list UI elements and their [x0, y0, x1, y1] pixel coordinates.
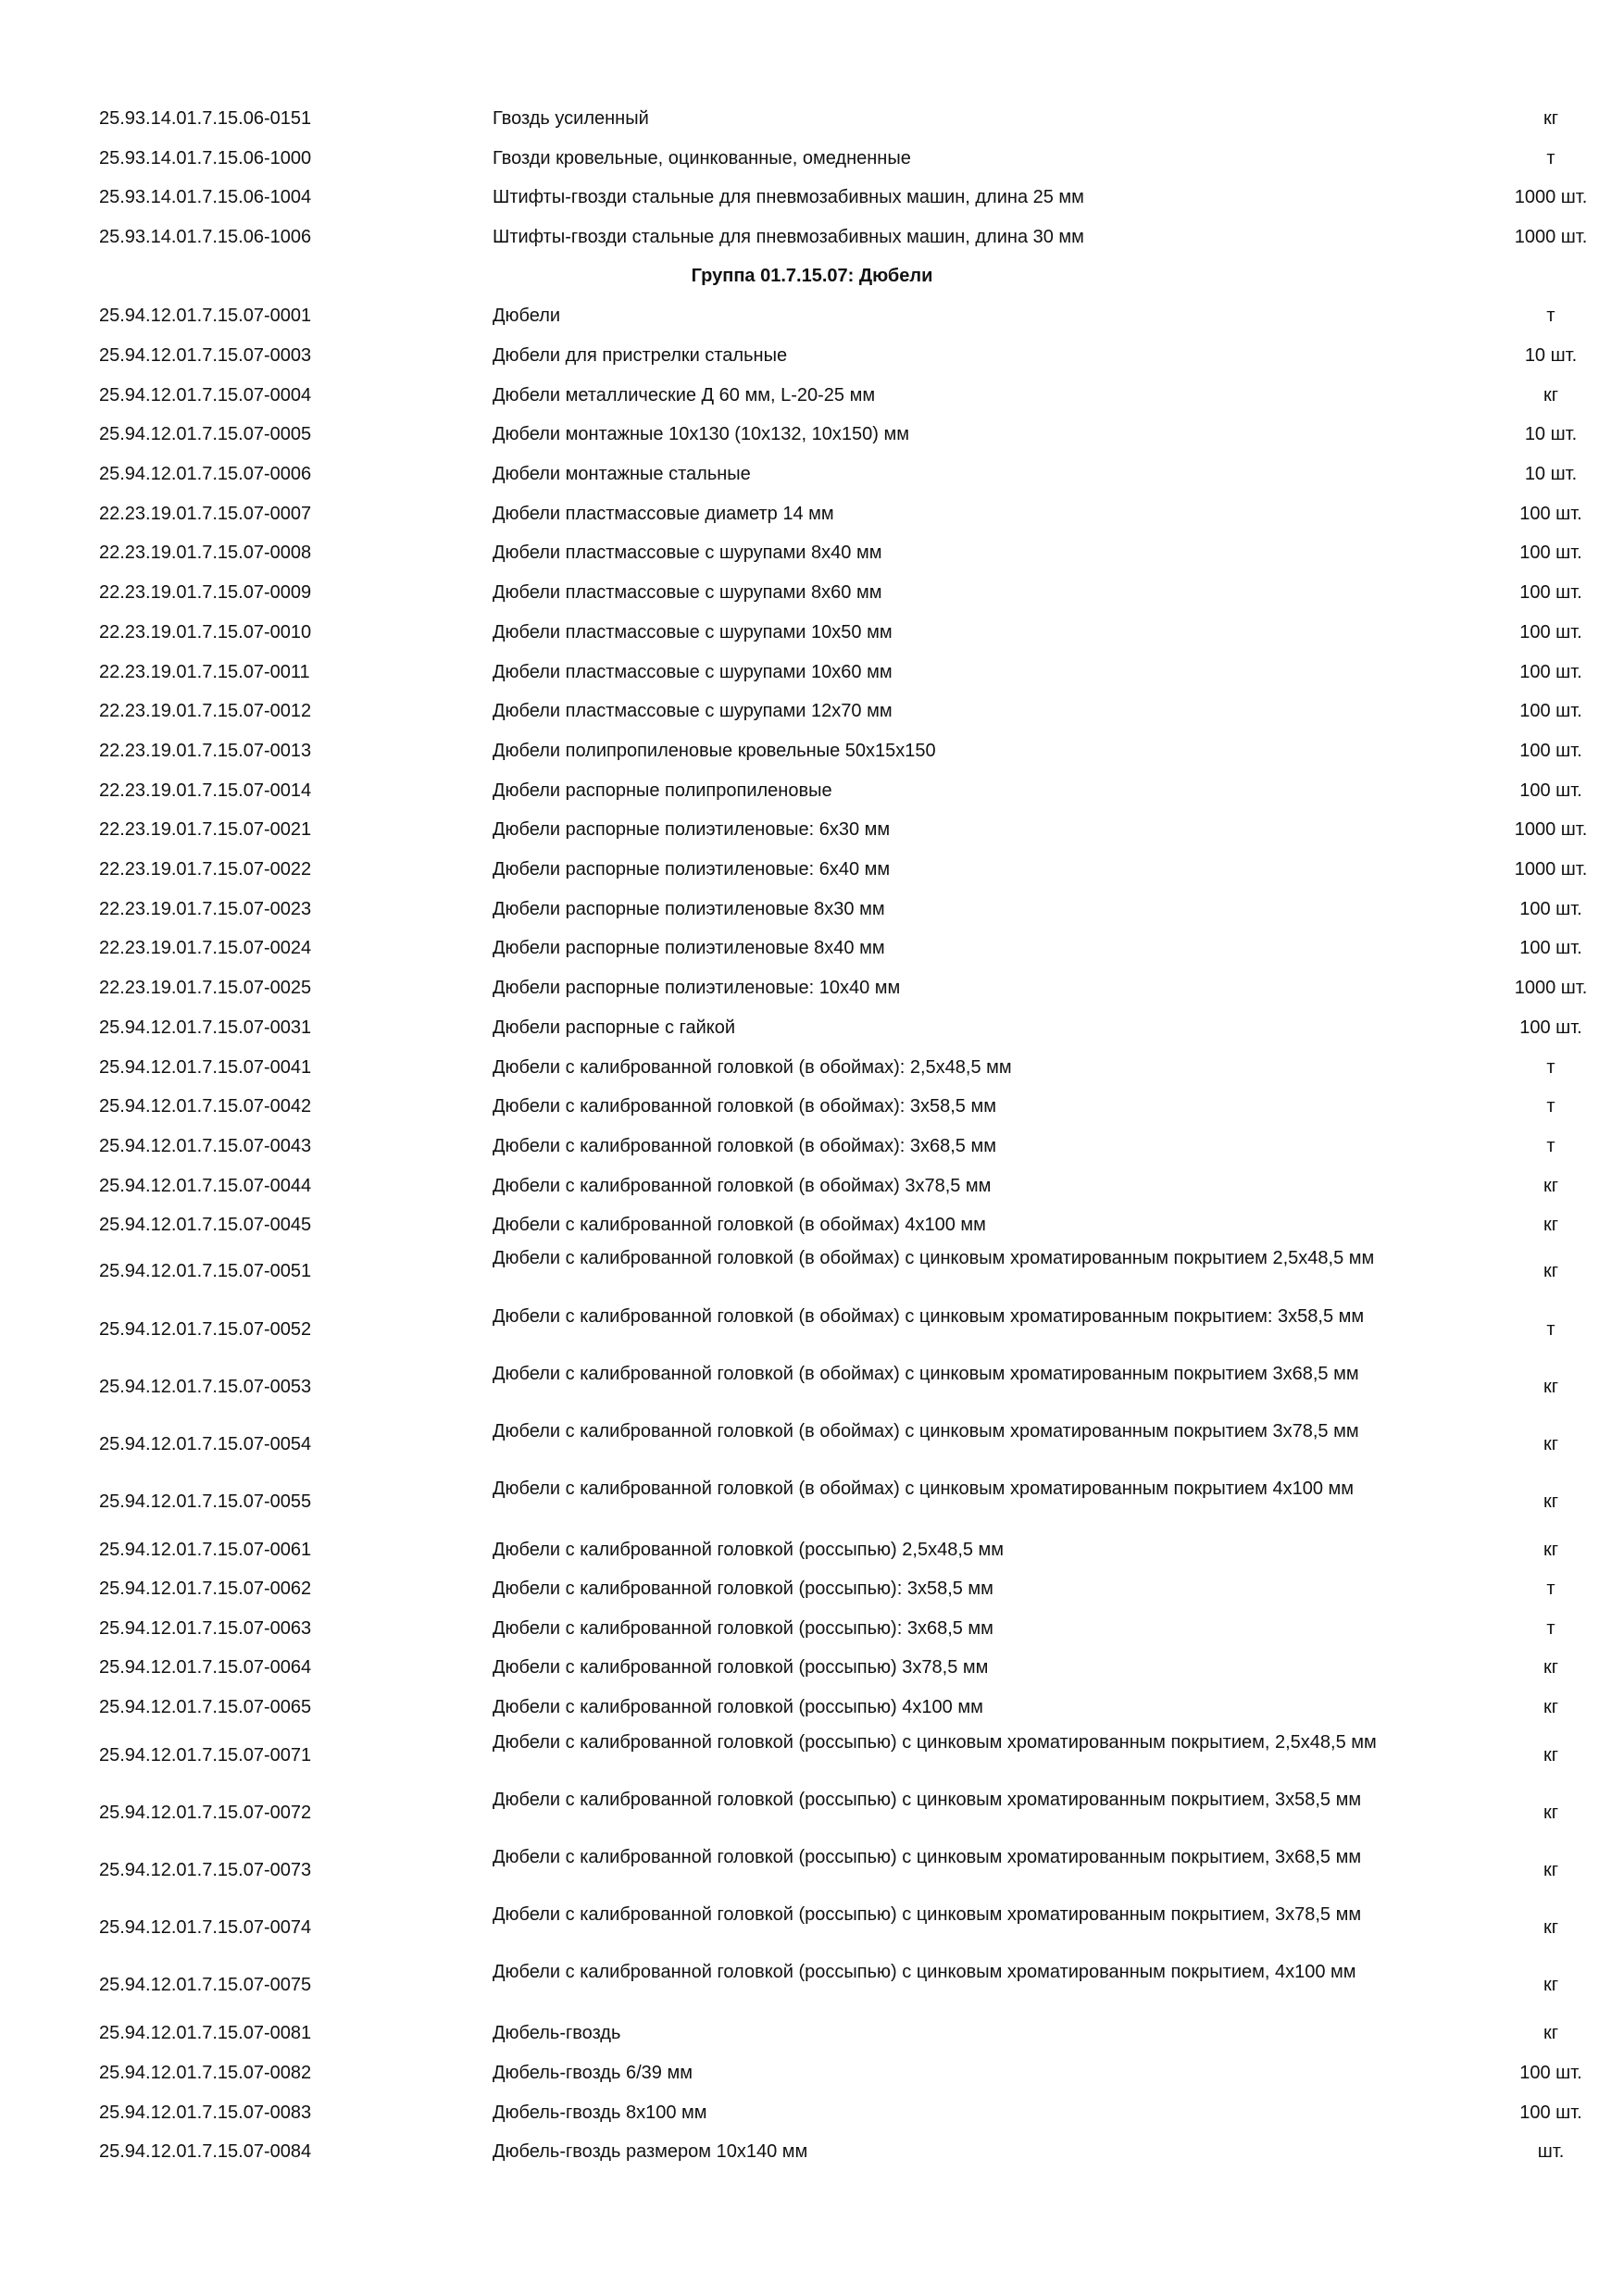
- resource-name: Дюбели для пристрелки стальные: [493, 345, 788, 366]
- resource-code: 25.94.12.01.7.15.07-0053: [99, 1377, 312, 1397]
- resource-name: Дюбели с калиброванной головкой (россыпью) 2,5x48,5 мм: [493, 1540, 1005, 1560]
- resource-code: 25.93.14.01.7.15.06-0151: [99, 108, 312, 129]
- resource-name: Дюбели с калиброванной головкой (россыпью) с цинковым хроматированным покрытием, 2,5x48,5 мм: [493, 1732, 1377, 1753]
- resource-name: Дюбели пластмассовые с шурупами 8x60 мм: [493, 582, 882, 603]
- resource-name: Дюбели с калиброванной головкой (в обоймах) 3x78,5 мм: [493, 1176, 992, 1196]
- resource-code: 22.23.19.01.7.15.07-0013: [99, 741, 312, 761]
- resource-name: Дюбели распорные полиэтиленовые: 6x40 мм: [493, 859, 891, 880]
- resource-code: 25.94.12.01.7.15.07-0005: [99, 424, 312, 444]
- unit-of-measure: кг: [1543, 1657, 1559, 1678]
- resource-name: Дюбели с калиброванной головкой (в обоймах) с цинковым хроматированным покрытием 3x78,5 мм: [493, 1421, 1359, 1441]
- unit-of-measure: кг: [1543, 1261, 1559, 1281]
- unit-of-measure: кг: [1543, 1803, 1559, 1823]
- resource-code: 22.23.19.01.7.15.07-0009: [99, 582, 312, 603]
- resource-code: 25.94.12.01.7.15.07-0051: [99, 1261, 312, 1281]
- resource-code: 22.23.19.01.7.15.07-0007: [99, 504, 312, 524]
- unit-of-measure: 100 шт.: [1519, 2103, 1582, 2123]
- resource-name: Дюбели распорные полиэтиленовые: 10x40 мм: [493, 978, 901, 998]
- resource-name: Дюбели пластмассовые с шурупами 8x40 мм: [493, 543, 882, 563]
- resource-name: Дюбели с калиброванной головкой (россыпью) с цинковым хроматированным покрытием, 3x78,5 мм: [493, 1904, 1362, 1925]
- resource-name: Дюбели пластмассовые с шурупами 10x60 мм: [493, 662, 893, 682]
- unit-of-measure: т: [1546, 1578, 1555, 1599]
- resource-code: 25.94.12.01.7.15.07-0084: [99, 2141, 312, 2162]
- resource-code: 25.94.12.01.7.15.07-0082: [99, 2063, 312, 2083]
- unit-of-measure: 1000 шт.: [1514, 187, 1588, 207]
- resource-name: Дюбели пластмассовые с шурупами 12x70 мм: [493, 701, 893, 721]
- unit-of-measure: 100 шт.: [1519, 662, 1582, 682]
- unit-of-measure: кг: [1543, 1434, 1559, 1454]
- resource-name: Дюбели с калиброванной головкой (россыпью) 4x100 мм: [493, 1697, 983, 1717]
- unit-of-measure: 100 шт.: [1519, 780, 1582, 801]
- resource-code: 25.94.12.01.7.15.07-0006: [99, 464, 312, 484]
- resource-code: 25.94.12.01.7.15.07-0081: [99, 2023, 312, 2043]
- unit-of-measure: 100 шт.: [1519, 899, 1582, 919]
- unit-of-measure: кг: [1543, 1975, 1559, 1995]
- resource-name: Штифты-гвозди стальные для пневмозабивных машин, длина 30 мм: [493, 227, 1084, 247]
- resource-code: 25.94.12.01.7.15.07-0043: [99, 1136, 312, 1156]
- unit-of-measure: шт.: [1537, 2141, 1565, 2162]
- resource-code: 25.93.14.01.7.15.06-1000: [99, 148, 312, 168]
- resource-code: 22.23.19.01.7.15.07-0008: [99, 543, 312, 563]
- resource-code: 22.23.19.01.7.15.07-0023: [99, 899, 312, 919]
- resource-code: 25.94.12.01.7.15.07-0064: [99, 1657, 312, 1678]
- resource-code: 25.94.12.01.7.15.07-0074: [99, 1917, 312, 1938]
- resource-code: 25.94.12.01.7.15.07-0052: [99, 1319, 312, 1340]
- resource-name: Дюбели распорные полиэтиленовые 8x40 мм: [493, 938, 885, 958]
- resource-name: Гвоздь усиленный: [493, 108, 649, 129]
- resource-code: 22.23.19.01.7.15.07-0010: [99, 622, 312, 643]
- unit-of-measure: 100 шт.: [1519, 741, 1582, 761]
- resource-name: Дюбели с калиброванной головкой (в обоймах): 2,5x48,5 мм: [493, 1057, 1012, 1078]
- unit-of-measure: т: [1546, 1136, 1555, 1156]
- unit-of-measure: кг: [1543, 1540, 1559, 1560]
- resource-name: Дюбели с калиброванной головкой (россыпью) с цинковым хроматированным покрытием, 3x68,5 мм: [493, 1847, 1362, 1867]
- resource-name: Гвозди кровельные, оцинкованные, омедненные: [493, 148, 911, 168]
- resource-name: Дюбель-гвоздь размером 10x140 мм: [493, 2141, 808, 2162]
- resource-name: Дюбель-гвоздь: [493, 2023, 621, 2043]
- unit-of-measure: т: [1546, 1319, 1555, 1340]
- resource-code: 25.94.12.01.7.15.07-0071: [99, 1745, 312, 1766]
- resource-code: 25.94.12.01.7.15.07-0042: [99, 1096, 312, 1117]
- resource-name: Дюбели распорные полиэтиленовые 8x30 мм: [493, 899, 885, 919]
- unit-of-measure: кг: [1543, 2023, 1559, 2043]
- resource-code: 25.94.12.01.7.15.07-0044: [99, 1176, 312, 1196]
- resource-code: 22.23.19.01.7.15.07-0014: [99, 780, 312, 801]
- resource-name: Дюбели с калиброванной головкой (в обоймах) с цинковым хроматированным покрытием 3x68,5 мм: [493, 1364, 1359, 1384]
- resource-code: 25.94.12.01.7.15.07-0004: [99, 385, 312, 406]
- resource-name: Дюбель-гвоздь 6/39 мм: [493, 2063, 693, 2083]
- unit-of-measure: 1000 шт.: [1514, 859, 1588, 880]
- resource-name: Дюбели с калиброванной головкой (в обоймах) с цинковым хроматированным покрытием 4x100 мм: [493, 1479, 1355, 1499]
- resource-code: 25.94.12.01.7.15.07-0083: [99, 2103, 312, 2123]
- unit-of-measure: т: [1546, 1618, 1555, 1639]
- resource-name: Дюбели металлические Д 60 мм, L-20-25 мм: [493, 385, 876, 406]
- resource-code: 22.23.19.01.7.15.07-0022: [99, 859, 312, 880]
- unit-of-measure: кг: [1543, 1176, 1559, 1196]
- resource-name: Дюбель-гвоздь 8x100 мм: [493, 2103, 707, 2123]
- resource-code: 22.23.19.01.7.15.07-0024: [99, 938, 312, 958]
- resource-code: 22.23.19.01.7.15.07-0025: [99, 978, 312, 998]
- resource-name: Дюбели монтажные стальные: [493, 464, 751, 484]
- unit-of-measure: кг: [1543, 1860, 1559, 1880]
- resource-code: 25.94.12.01.7.15.07-0073: [99, 1860, 312, 1880]
- resource-name: Дюбели с калиброванной головкой (в обоймах) с цинковым хроматированным покрытием: 3x58,5 мм: [493, 1306, 1365, 1327]
- unit-of-measure: 10 шт.: [1524, 345, 1578, 366]
- unit-of-measure: 100 шт.: [1519, 543, 1582, 563]
- resource-code: 25.94.12.01.7.15.07-0001: [99, 306, 312, 326]
- resource-name: Дюбели полипропиленовые кровельные 50x15x150: [493, 741, 936, 761]
- unit-of-measure: кг: [1543, 1917, 1559, 1938]
- resource-code: 25.94.12.01.7.15.07-0063: [99, 1618, 312, 1639]
- resource-code: 25.94.12.01.7.15.07-0062: [99, 1578, 312, 1599]
- resource-code: 25.94.12.01.7.15.07-0045: [99, 1215, 312, 1235]
- resource-name: Дюбели с калиброванной головкой (россыпью): 3x68,5 мм: [493, 1618, 993, 1639]
- unit-of-measure: 100 шт.: [1519, 582, 1582, 603]
- resource-name: Дюбели распорные с гайкой: [493, 1017, 736, 1038]
- resource-name: Дюбели пластмассовые с шурупами 10x50 мм: [493, 622, 893, 643]
- unit-of-measure: кг: [1543, 1745, 1559, 1766]
- unit-of-measure: 1000 шт.: [1514, 819, 1588, 840]
- unit-of-measure: кг: [1543, 385, 1559, 406]
- resource-name: Дюбели пластмассовые диаметр 14 мм: [493, 504, 834, 524]
- resource-name: Дюбели монтажные 10x130 (10x132, 10x150) мм: [493, 424, 909, 444]
- resource-name: Дюбели с калиброванной головкой (россыпью): 3x58,5 мм: [493, 1578, 993, 1599]
- resource-code: 25.94.12.01.7.15.07-0054: [99, 1434, 312, 1454]
- resource-name: Дюбели с калиброванной головкой (россыпью) с цинковым хроматированным покрытием, 4x100 мм: [493, 1962, 1356, 1982]
- unit-of-measure: 1000 шт.: [1514, 978, 1588, 998]
- unit-of-measure: 100 шт.: [1519, 504, 1582, 524]
- unit-of-measure: т: [1546, 148, 1555, 168]
- resource-code: 25.94.12.01.7.15.07-0003: [99, 345, 312, 366]
- resource-code: 22.23.19.01.7.15.07-0012: [99, 701, 312, 721]
- resource-code: 25.94.12.01.7.15.07-0041: [99, 1057, 312, 1078]
- unit-of-measure: 10 шт.: [1524, 424, 1578, 444]
- resource-name: Дюбели распорные полипропиленовые: [493, 780, 832, 801]
- unit-of-measure: 100 шт.: [1519, 622, 1582, 643]
- resource-code: 22.23.19.01.7.15.07-0021: [99, 819, 312, 840]
- resource-name: Дюбели с калиброванной головкой (в обоймах): 3x58,5 мм: [493, 1096, 996, 1117]
- unit-of-measure: 100 шт.: [1519, 1017, 1582, 1038]
- resource-name: Дюбели с калиброванной головкой (в обоймах): 3x68,5 мм: [493, 1136, 996, 1156]
- resource-name: Дюбели с калиброванной головкой (россыпью) 3x78,5 мм: [493, 1657, 989, 1678]
- resource-code: 25.94.12.01.7.15.07-0075: [99, 1975, 312, 1995]
- resource-code: 25.94.12.01.7.15.07-0061: [99, 1540, 312, 1560]
- resource-name: Дюбели с калиброванной головкой (в обоймах) с цинковым хроматированным покрытием 2,5x48,5 мм: [493, 1248, 1375, 1268]
- resource-code: 25.94.12.01.7.15.07-0065: [99, 1697, 312, 1717]
- resource-code: 25.94.12.01.7.15.07-0031: [99, 1017, 312, 1038]
- resource-code: 25.93.14.01.7.15.06-1006: [99, 227, 312, 247]
- unit-of-measure: кг: [1543, 108, 1559, 129]
- resource-code: 22.23.19.01.7.15.07-0011: [99, 662, 310, 682]
- unit-of-measure: т: [1546, 1096, 1555, 1117]
- unit-of-measure: кг: [1543, 1215, 1559, 1235]
- unit-of-measure: 100 шт.: [1519, 2063, 1582, 2083]
- unit-of-measure: кг: [1543, 1491, 1559, 1512]
- unit-of-measure: 10 шт.: [1524, 464, 1578, 484]
- resource-name: Дюбели распорные полиэтиленовые: 6x30 мм: [493, 819, 891, 840]
- unit-of-measure: т: [1546, 306, 1555, 326]
- resource-code: 25.93.14.01.7.15.06-1004: [99, 187, 312, 207]
- unit-of-measure: 100 шт.: [1519, 701, 1582, 721]
- resource-code: 25.94.12.01.7.15.07-0072: [99, 1803, 312, 1823]
- resource-name: Штифты-гвозди стальные для пневмозабивных машин, длина 25 мм: [493, 187, 1084, 207]
- unit-of-measure: т: [1546, 1057, 1555, 1078]
- unit-of-measure: 1000 шт.: [1514, 227, 1588, 247]
- resource-name: Дюбели с калиброванной головкой (в обоймах) 4x100 мм: [493, 1215, 986, 1235]
- unit-of-measure: кг: [1543, 1697, 1559, 1717]
- resource-code: 25.94.12.01.7.15.07-0055: [99, 1491, 312, 1512]
- unit-of-measure: 100 шт.: [1519, 938, 1582, 958]
- resource-name: Дюбели: [493, 306, 561, 326]
- group-heading: Группа 01.7.15.07: Дюбели: [691, 266, 933, 286]
- resource-name: Дюбели с калиброванной головкой (россыпью) с цинковым хроматированным покрытием, 3x58,5 мм: [493, 1790, 1362, 1810]
- unit-of-measure: кг: [1543, 1377, 1559, 1397]
